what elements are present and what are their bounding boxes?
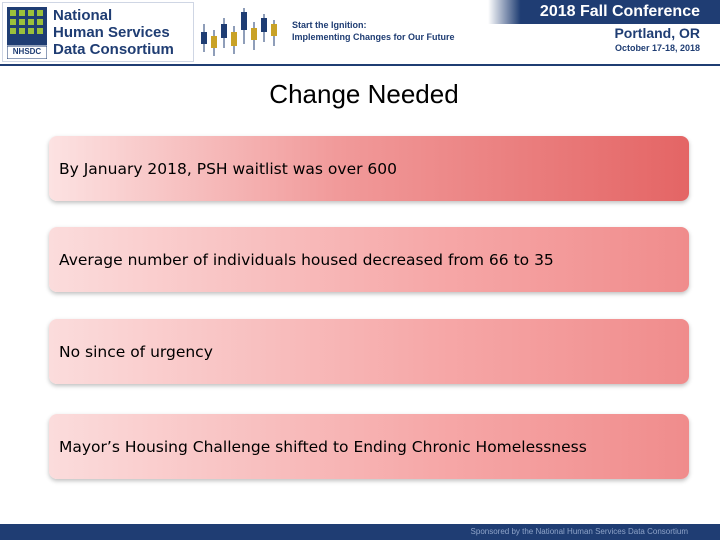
list-item-text: Mayor’s Housing Challenge shifted to Ending Chronic Homelessness bbox=[59, 437, 587, 456]
logo-text bbox=[53, 7, 193, 58]
conference-title-band bbox=[488, 0, 720, 24]
list-item bbox=[49, 414, 689, 479]
nhsdc-logo bbox=[2, 2, 194, 62]
footer-bar bbox=[0, 524, 720, 540]
tagline-line-2: Implementing Changes for Our Future bbox=[292, 32, 455, 42]
footer-sponsor-text: Sponsored by the National Human Services Data Consortium bbox=[470, 527, 688, 536]
list-item bbox=[49, 319, 689, 384]
list-item bbox=[49, 227, 689, 292]
slide-title: Change Needed bbox=[269, 79, 459, 109]
logo-line-2: Human Services bbox=[53, 24, 170, 41]
list-item-text: By January 2018, PSH waitlist was over 600 bbox=[59, 159, 397, 178]
list-item-text: No since of urgency bbox=[59, 342, 213, 361]
list-item-text: Average number of individuals housed decreased from 66 to 35 bbox=[59, 250, 554, 269]
logo-mark-text: NHSDC bbox=[12, 47, 42, 56]
conference-tagline bbox=[292, 19, 512, 43]
conference-location: Portland, OR bbox=[614, 25, 700, 41]
logo-line-1: National bbox=[53, 7, 113, 24]
list-item bbox=[49, 136, 689, 201]
conference-title: 2018 Fall Conference bbox=[539, 3, 700, 20]
logo-line-3: Data Consortium bbox=[53, 41, 174, 58]
tagline-line-1: Start the Ignition: bbox=[292, 20, 367, 30]
conference-header bbox=[0, 0, 720, 66]
conference-dates: October 17-18, 2018 bbox=[614, 43, 700, 53]
candlestick-graphic-icon bbox=[196, 4, 284, 60]
